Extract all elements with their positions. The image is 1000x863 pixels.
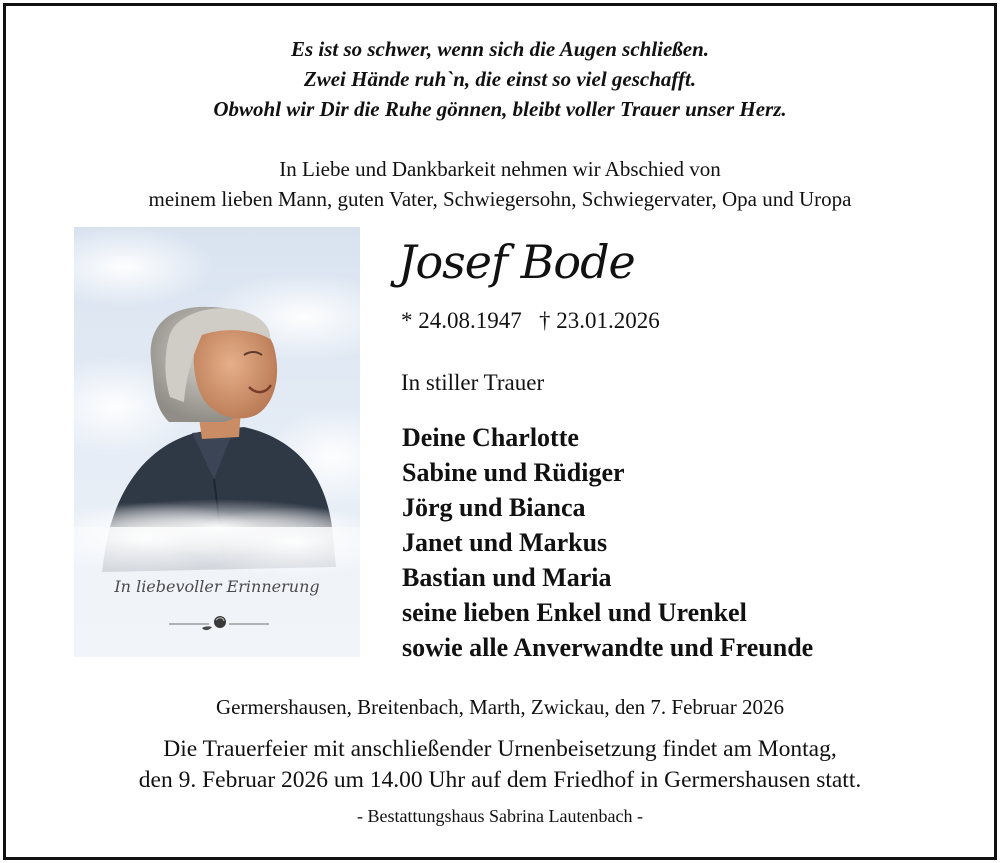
poem-line: Zwei Hände ruh`n, die einst so viel geschafft. bbox=[303, 67, 697, 91]
ceremony-line: den 9. Februar 2026 um 14.00 Uhr auf dem Friedhof in Germershausen statt. bbox=[138, 767, 862, 793]
deceased-name: Josef Bode bbox=[398, 235, 635, 289]
mourner-entry: seine lieben Enkel und Urenkel bbox=[402, 598, 747, 627]
intro-text bbox=[6, 154, 994, 214]
death-date: † 23.01.2026 bbox=[539, 308, 660, 333]
birth-date: * 24.08.1947 bbox=[401, 308, 522, 333]
undertaker: - Bestattungshaus Sabrina Lautenbach - bbox=[357, 806, 643, 826]
mourner-entry: Sabine und Rüdiger bbox=[402, 458, 625, 487]
ceremony-info bbox=[6, 734, 994, 796]
ceremony-line: Die Trauerfeier mit anschließender Urnenbeisetzung findet am Montag, bbox=[163, 736, 837, 762]
memorial-photo bbox=[74, 227, 360, 657]
photo-caption: In liebevoller Erinnerung bbox=[114, 577, 320, 596]
mourner-entry: Jörg und Bianca bbox=[402, 493, 586, 522]
life-dates bbox=[401, 306, 660, 336]
mourners-list bbox=[402, 420, 813, 665]
mourning-heading: In stiller Trauer bbox=[401, 370, 545, 395]
intro-line: In Liebe und Dankbarkeit nehmen wir Abschied von bbox=[279, 157, 721, 181]
mourner-entry: Bastian und Maria bbox=[402, 563, 612, 592]
poem bbox=[6, 34, 994, 124]
intro-line: meinem lieben Mann, guten Vater, Schwiegersohn, Schwiegervater, Opa und Uropa bbox=[148, 187, 852, 211]
mourner-entry: sowie alle Anverwandte und Freunde bbox=[402, 633, 814, 662]
poem-line: Obwohl wir Dir die Ruhe gönnen, bleibt voller Trauer unser Herz. bbox=[213, 97, 787, 121]
place-date: Germershausen, Breitenbach, Marth, Zwickau, den 7. Februar 2026 bbox=[216, 695, 784, 719]
obituary-card bbox=[3, 3, 997, 860]
poem-line: Es ist so schwer, wenn sich die Augen schließen. bbox=[290, 37, 710, 61]
mourner-entry: Deine Charlotte bbox=[402, 423, 579, 452]
mourner-entry: Janet und Markus bbox=[402, 528, 608, 557]
